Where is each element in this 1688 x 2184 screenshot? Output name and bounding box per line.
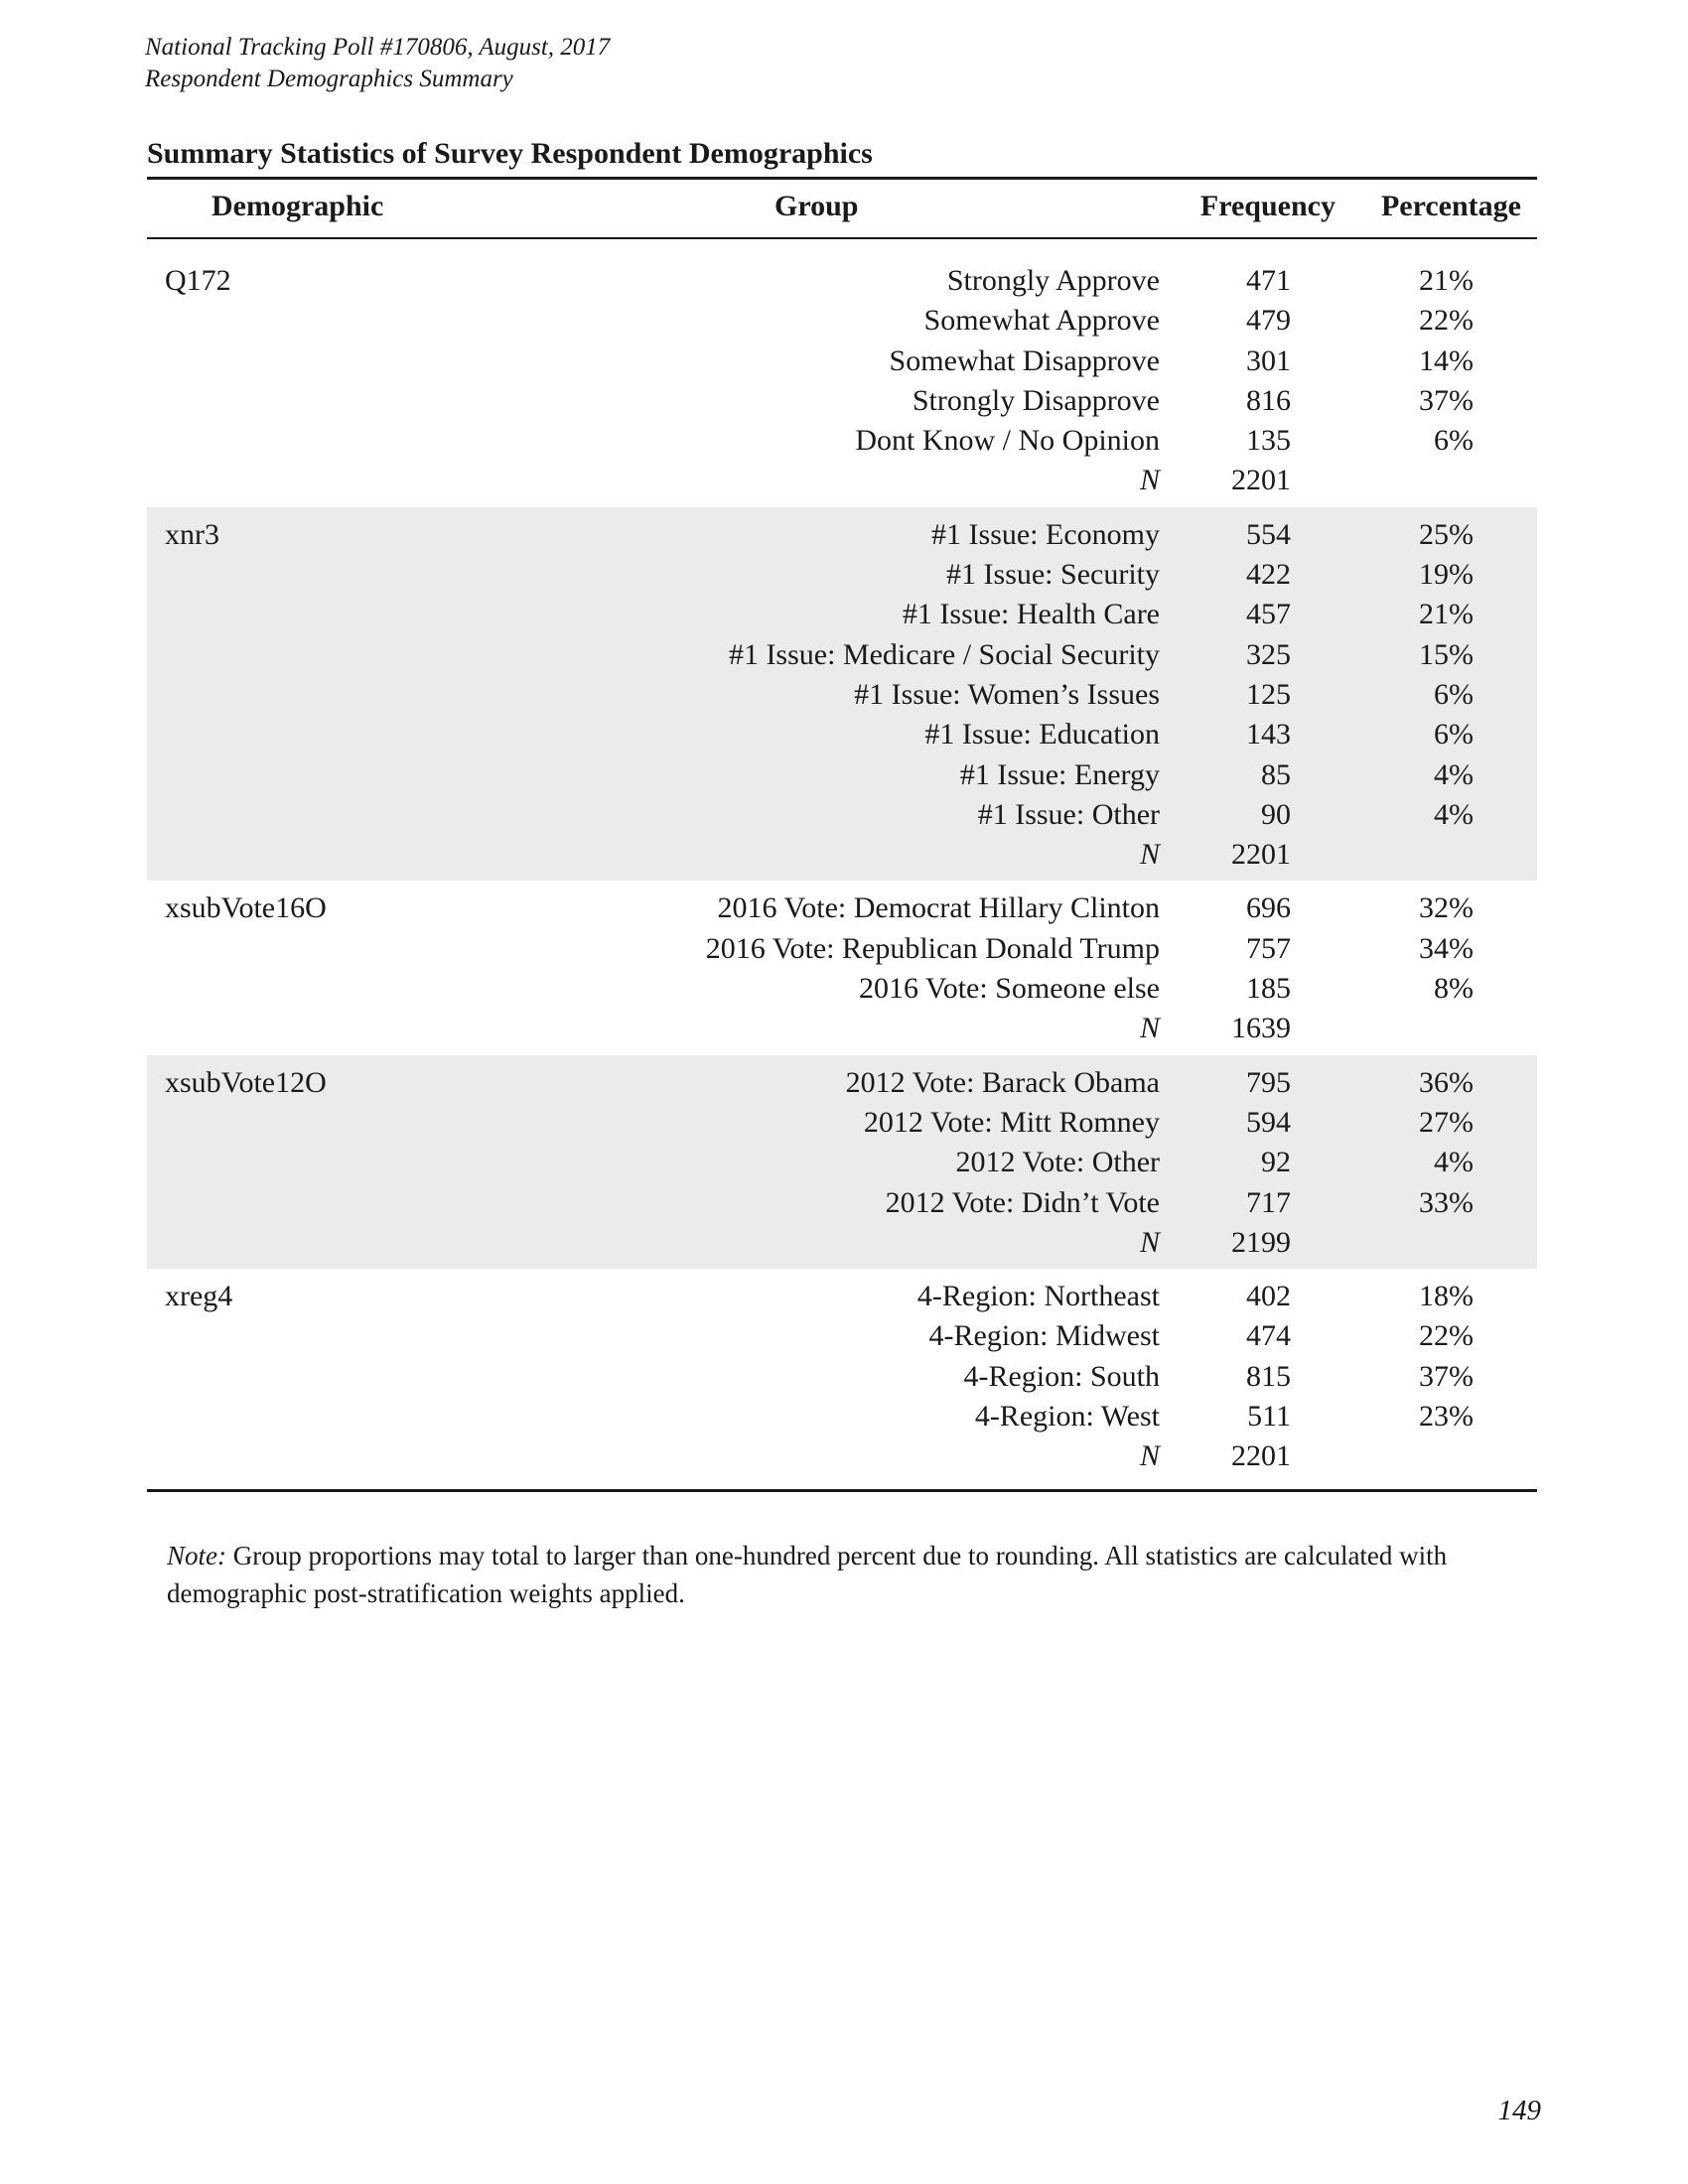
percentage-cell: 37% [1419,1359,1474,1393]
table-row [147,715,1537,754]
group-cell: N [1139,464,1160,497]
group-cell: 4-Region: Northeast [916,1280,1160,1313]
group-cell: #1 Issue: Other [977,797,1160,831]
table-row [147,1357,1537,1397]
table-column-headers [147,180,1537,239]
percentage-cell: 21% [1419,598,1474,631]
table-row [147,341,1537,381]
percentage-cell: 27% [1419,1105,1474,1139]
frequency-cell: 457 [1246,598,1291,631]
group-cell: Somewhat Disapprove [889,343,1160,377]
percentage-cell: 6% [1434,424,1474,458]
frequency-cell: 2201 [1231,1439,1291,1473]
table-row [147,1277,1537,1316]
group-cell: #1 Issue: Economy [931,517,1160,551]
group-cell: #1 Issue: Education [924,718,1160,751]
table-row [147,1009,1537,1048]
percentage-cell: 14% [1419,343,1474,377]
table-row [147,515,1537,555]
group-cell: 2016 Vote: Democrat Hillary Clinton [717,891,1160,925]
frequency-cell: 90 [1261,797,1291,831]
frequency-cell: 554 [1246,517,1291,551]
percentage-cell: 4% [1434,1146,1474,1179]
group-cell: N [1139,1439,1160,1473]
table-row [147,635,1537,675]
group-cell: 2012 Vote: Barack Obama [845,1065,1160,1099]
table-title: Summary Statistics of Survey Respondent Demographics [147,137,873,170]
frequency-cell: 757 [1246,931,1291,965]
table-row [147,301,1537,341]
table-row [147,929,1537,969]
frequency-cell: 717 [1246,1185,1291,1219]
demographic-label: Q172 [165,264,231,297]
percentage-cell: 36% [1419,1065,1474,1099]
table-row [147,461,1537,500]
frequency-cell: 1639 [1231,1012,1291,1045]
frequency-cell: 594 [1246,1105,1291,1139]
table-row [147,1223,1537,1263]
percentage-cell: 22% [1419,304,1474,338]
frequency-cell: 422 [1246,558,1291,592]
group-cell: 2012 Vote: Didn’t Vote [885,1185,1160,1219]
percentage-cell: 32% [1419,891,1474,925]
percentage-cell: 4% [1434,757,1474,791]
frequency-cell: 816 [1246,383,1291,417]
demographic-block [147,253,1537,507]
table-row [147,555,1537,595]
table-row [147,1143,1537,1182]
group-cell: #1 Issue: Women’s Issues [854,677,1160,711]
frequency-cell: 301 [1246,343,1291,377]
running-header [145,32,610,95]
percentage-cell: 6% [1434,718,1474,751]
frequency-cell: 795 [1246,1065,1291,1099]
table-row [147,421,1537,461]
table-row [147,969,1537,1009]
frequency-cell: 815 [1246,1359,1291,1393]
table-row [147,675,1537,715]
demographic-block [147,507,1537,882]
table-row [147,381,1537,421]
percentage-cell: 8% [1434,972,1474,1006]
demographic-block [147,1269,1537,1482]
table-row [147,1063,1537,1103]
group-cell: N [1139,838,1160,872]
table-row [147,595,1537,634]
frequency-cell: 402 [1246,1280,1291,1313]
percentage-cell: 33% [1419,1185,1474,1219]
demographics-table [147,177,1537,1492]
frequency-cell: 2201 [1231,838,1291,872]
group-cell: 4-Region: West [974,1400,1160,1433]
column-header-percentage: Percentage [1380,190,1521,222]
table-note [167,1537,1527,1612]
table-body [147,239,1537,1483]
frequency-cell: 135 [1246,424,1291,458]
group-cell: 2016 Vote: Republican Donald Trump [705,931,1160,965]
frequency-cell: 185 [1246,972,1291,1006]
demographic-label: xnr3 [165,517,219,551]
group-cell: 2012 Vote: Other [955,1146,1160,1179]
table-row [147,835,1537,875]
frequency-cell: 85 [1261,757,1291,791]
demographic-label: xsubVote16O [165,891,327,925]
table-bottom-rule [147,1489,1537,1492]
page-number: 149 [1497,2095,1541,2126]
demographic-block [147,1055,1537,1269]
column-header-group: Group [774,190,859,222]
percentage-cell: 37% [1419,383,1474,417]
percentage-cell: 15% [1419,637,1474,671]
percentage-cell: 19% [1419,558,1474,592]
group-cell: N [1139,1012,1160,1045]
group-cell: 2016 Vote: Someone else [858,972,1160,1006]
frequency-cell: 474 [1246,1319,1291,1353]
percentage-cell: 18% [1419,1280,1474,1313]
group-cell: #1 Issue: Medicare / Social Security [728,637,1160,671]
column-header-demographic: Demographic [211,190,384,222]
percentage-cell: 6% [1434,677,1474,711]
table-row [147,755,1537,795]
table-row [147,795,1537,835]
frequency-cell: 92 [1261,1146,1291,1179]
frequency-cell: 471 [1246,264,1291,297]
group-cell: Strongly Disapprove [912,383,1160,417]
table-row [147,1397,1537,1436]
group-cell: #1 Issue: Energy [959,757,1160,791]
demographic-label: xreg4 [165,1280,233,1313]
frequency-cell: 696 [1246,891,1291,925]
group-cell: Dont Know / No Opinion [855,424,1160,458]
note-label: Note: [167,1541,226,1570]
percentage-cell: 4% [1434,797,1474,831]
table-row [147,1316,1537,1356]
frequency-cell: 2201 [1231,464,1291,497]
frequency-cell: 2199 [1231,1225,1291,1259]
group-cell: Somewhat Approve [923,304,1160,338]
percentage-cell: 21% [1419,264,1474,297]
percentage-cell: 22% [1419,1319,1474,1353]
frequency-cell: 325 [1246,637,1291,671]
frequency-cell: 143 [1246,718,1291,751]
group-cell: 4-Region: South [963,1359,1160,1393]
frequency-cell: 125 [1246,677,1291,711]
header-section-title: Respondent Demographics Summary [145,66,513,92]
header-poll-title: National Tracking Poll #170806, August, 2017 [145,34,611,61]
table-row [147,888,1537,928]
percentage-cell: 34% [1419,931,1474,965]
frequency-cell: 511 [1247,1400,1291,1433]
demographic-label: xsubVote12O [165,1065,327,1099]
percentage-cell: 23% [1419,1400,1474,1433]
group-cell: #1 Issue: Security [946,558,1160,592]
frequency-cell: 479 [1246,304,1291,338]
group-cell: #1 Issue: Health Care [902,598,1160,631]
group-cell: 4-Region: Midwest [928,1319,1160,1353]
table-row [147,1103,1537,1143]
group-cell: N [1139,1225,1160,1259]
table-row [147,1183,1537,1223]
table-row [147,1436,1537,1476]
table-row [147,261,1537,301]
group-cell: Strongly Approve [946,264,1160,297]
group-cell: 2012 Vote: Mitt Romney [863,1105,1160,1139]
note-text: Group proportions may total to larger than one-hundred percent due to rounding. All statistics are calculated with demographic post-stratification weights applied. [167,1541,1448,1608]
demographic-block [147,881,1537,1054]
column-header-frequency: Frequency [1199,190,1336,222]
percentage-cell: 25% [1419,517,1474,551]
